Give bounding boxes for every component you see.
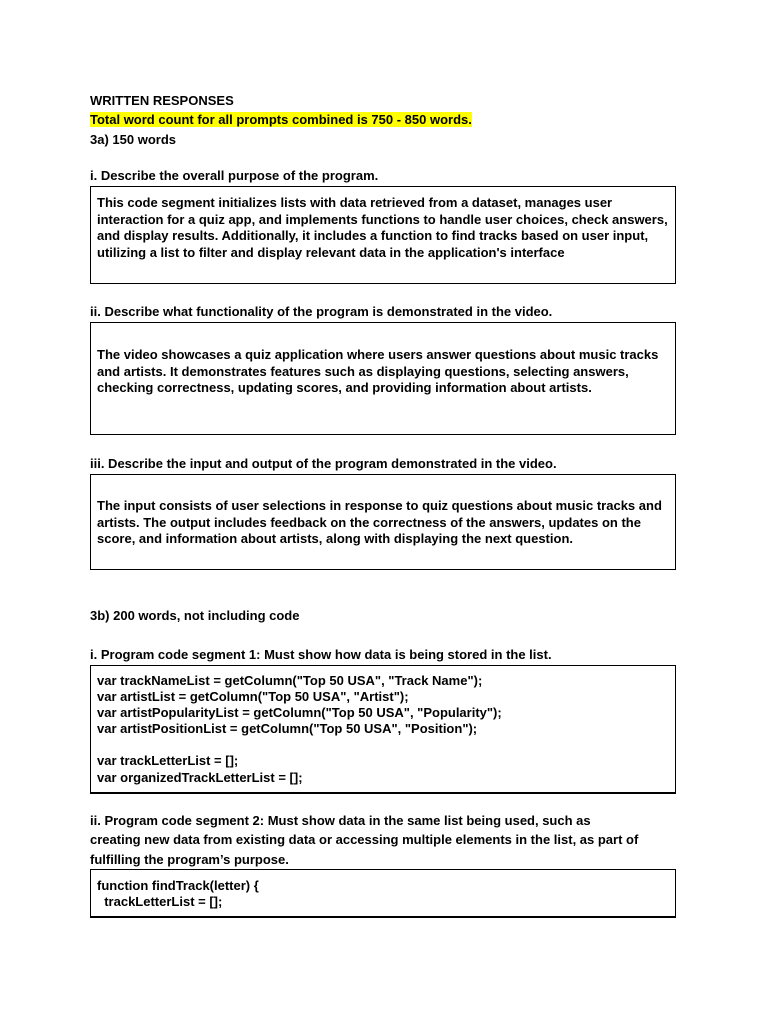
code-line: var artistList = getColumn("Top 50 USA", "Artist"); <box>97 689 409 704</box>
code-line: var trackLetterList = []; <box>97 753 239 768</box>
response-text-3a-ii: The video showcases a quiz application where users answer questions about music tracks and artists. It demonstrates features such as displaying questions, selecting answers, checking correctness, updating scores, and providing information about artists. <box>97 347 659 395</box>
prompt-3a-i: i. Describe the overall purpose of the program. <box>90 168 379 183</box>
page-heading: WRITTEN RESPONSES <box>90 93 234 108</box>
code-line: function findTrack(letter) { <box>97 878 259 893</box>
code-line: trackLetterList = []; <box>97 894 223 909</box>
response-box-3a-iii <box>90 474 676 570</box>
code-box-segment-2 <box>90 869 676 918</box>
code-line: var artistPositionList = getColumn("Top 50 USA", "Position"); <box>97 721 478 736</box>
code-box-segment-1 <box>90 665 676 794</box>
code-line: var trackNameList = getColumn("Top 50 USA", "Track Name"); <box>97 673 483 688</box>
word-count-note: Total word count for all prompts combined is 750 - 850 words. <box>90 112 472 127</box>
prompt-3b-ii-line-1: ii. Program code segment 2: Must show data in the same list being used, such as <box>90 813 591 828</box>
prompt-3a-ii: ii. Describe what functionality of the program is demonstrated in the video. <box>90 304 553 319</box>
prompt-3b-ii-line-3: fulfilling the program’s purpose. <box>90 852 289 867</box>
prompt-3b-ii-line-2: creating new data from existing data or accessing multiple elements in the list, as part of <box>90 832 639 847</box>
prompt-3b-i: i. Program code segment 1: Must show how data is being stored in the list. <box>90 647 552 662</box>
section-3b-label: 3b) 200 words, not including code <box>90 608 300 623</box>
response-box-3a-ii <box>90 322 676 435</box>
response-text-3a-i: This code segment initializes lists with data retrieved from a dataset, manages user interaction for a quiz app, and implements functions to handle user choices, check answers, and display results. Additionally, it includes a function to find tracks based on user input, utilizing a list to filter and display relevant data in the application's interface <box>97 195 668 260</box>
code-line: var organizedTrackLetterList = []; <box>97 770 303 785</box>
response-text-3a-iii: The input consists of user selections in response to quiz questions about music tracks and artists. The output includes feedback on the correctness of the answers, updates on the score, and information about artists, along with displaying the next question. <box>97 498 662 546</box>
response-box-3a-i <box>90 186 676 284</box>
section-3a-label: 3a) 150 words <box>90 132 176 147</box>
prompt-3a-iii: iii. Describe the input and output of the program demonstrated in the video. <box>90 456 557 471</box>
code-line: var artistPopularityList = getColumn("Top 50 USA", "Popularity"); <box>97 705 502 720</box>
